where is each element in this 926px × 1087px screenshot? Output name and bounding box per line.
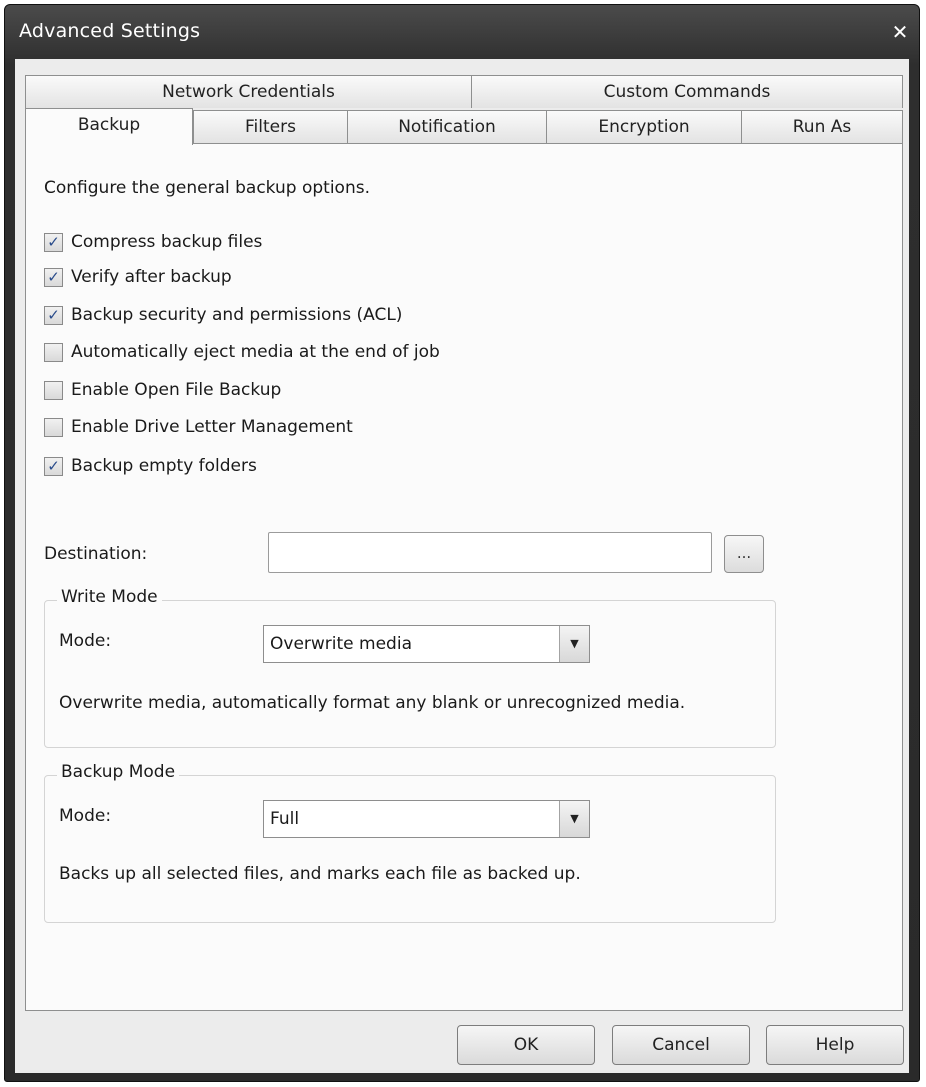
cancel-button[interactable]: Cancel [612, 1025, 750, 1065]
checkbox-open-file-backup[interactable] [44, 378, 281, 402]
backup-mode-group [44, 762, 776, 923]
tab-row-bottom [25, 110, 903, 143]
checkbox-box[interactable] [44, 381, 63, 400]
checkbox-drive-letter-management[interactable] [44, 415, 353, 439]
tab-filters[interactable]: Filters [193, 110, 348, 143]
checkbox-backup-security-acl[interactable] [44, 303, 402, 327]
checkbox-label: Automatically eject media at the end of job [71, 342, 440, 362]
tab-custom-commands[interactable]: Custom Commands [471, 75, 903, 108]
checkbox-label: Compress backup files [71, 232, 263, 252]
backup-tab-panel [25, 143, 903, 1011]
write-mode-value: Overwrite media [270, 634, 412, 654]
close-icon[interactable]: ✕ [891, 20, 909, 44]
backup-mode-label: Mode: [59, 806, 112, 826]
checkbox-box[interactable]: ✓ [44, 457, 63, 476]
destination-label: Destination: [44, 544, 148, 564]
window-title: Advanced Settings [19, 20, 201, 42]
checkbox-label: Backup empty folders [71, 456, 257, 476]
chevron-down-icon[interactable]: ▼ [559, 626, 589, 662]
write-mode-group [44, 587, 776, 748]
intro-text: Configure the general backup options. [44, 178, 370, 198]
chevron-down-icon[interactable]: ▼ [559, 801, 589, 837]
checkbox-box[interactable]: ✓ [44, 233, 63, 252]
browse-button[interactable]: ... [724, 535, 764, 573]
write-mode-select[interactable] [263, 625, 590, 663]
tab-backup[interactable]: Backup [25, 108, 193, 145]
backup-mode-select[interactable] [263, 800, 590, 838]
tab-encryption[interactable]: Encryption [546, 110, 742, 143]
checkbox-box[interactable] [44, 418, 63, 437]
backup-mode-value: Full [270, 809, 300, 829]
dialog-client-area [15, 59, 909, 1073]
checkbox-label: Enable Open File Backup [71, 380, 282, 400]
checkbox-backup-empty-folders[interactable] [44, 454, 257, 478]
checkbox-label: Backup security and permissions (ACL) [71, 305, 403, 325]
tab-notification[interactable]: Notification [347, 110, 547, 143]
checkbox-compress-backup-files[interactable] [44, 230, 262, 254]
write-mode-label: Mode: [59, 631, 112, 651]
checkbox-label: Enable Drive Letter Management [71, 417, 353, 437]
advanced-settings-window [4, 4, 920, 1082]
checkbox-box[interactable]: ✓ [44, 306, 63, 325]
help-button[interactable]: Help [766, 1025, 904, 1065]
tab-row-top [25, 75, 903, 108]
title-bar[interactable] [5, 5, 919, 59]
checkbox-verify-after-backup[interactable] [44, 265, 232, 289]
tab-run-as[interactable]: Run As [741, 110, 903, 143]
write-mode-description: Overwrite media, automatically format any blank or unrecognized media. [59, 693, 686, 713]
destination-input[interactable] [268, 532, 712, 573]
write-mode-legend: Write Mode [57, 587, 162, 607]
checkbox-auto-eject-media[interactable] [44, 340, 440, 364]
checkbox-label: Verify after backup [71, 267, 232, 287]
backup-mode-legend: Backup Mode [57, 762, 179, 782]
backup-mode-description: Backs up all selected files, and marks each file as backed up. [59, 864, 581, 884]
tab-network-credentials[interactable]: Network Credentials [25, 75, 472, 108]
checkbox-box[interactable] [44, 343, 63, 362]
ok-button[interactable]: OK [457, 1025, 595, 1065]
checkbox-box[interactable]: ✓ [44, 268, 63, 287]
